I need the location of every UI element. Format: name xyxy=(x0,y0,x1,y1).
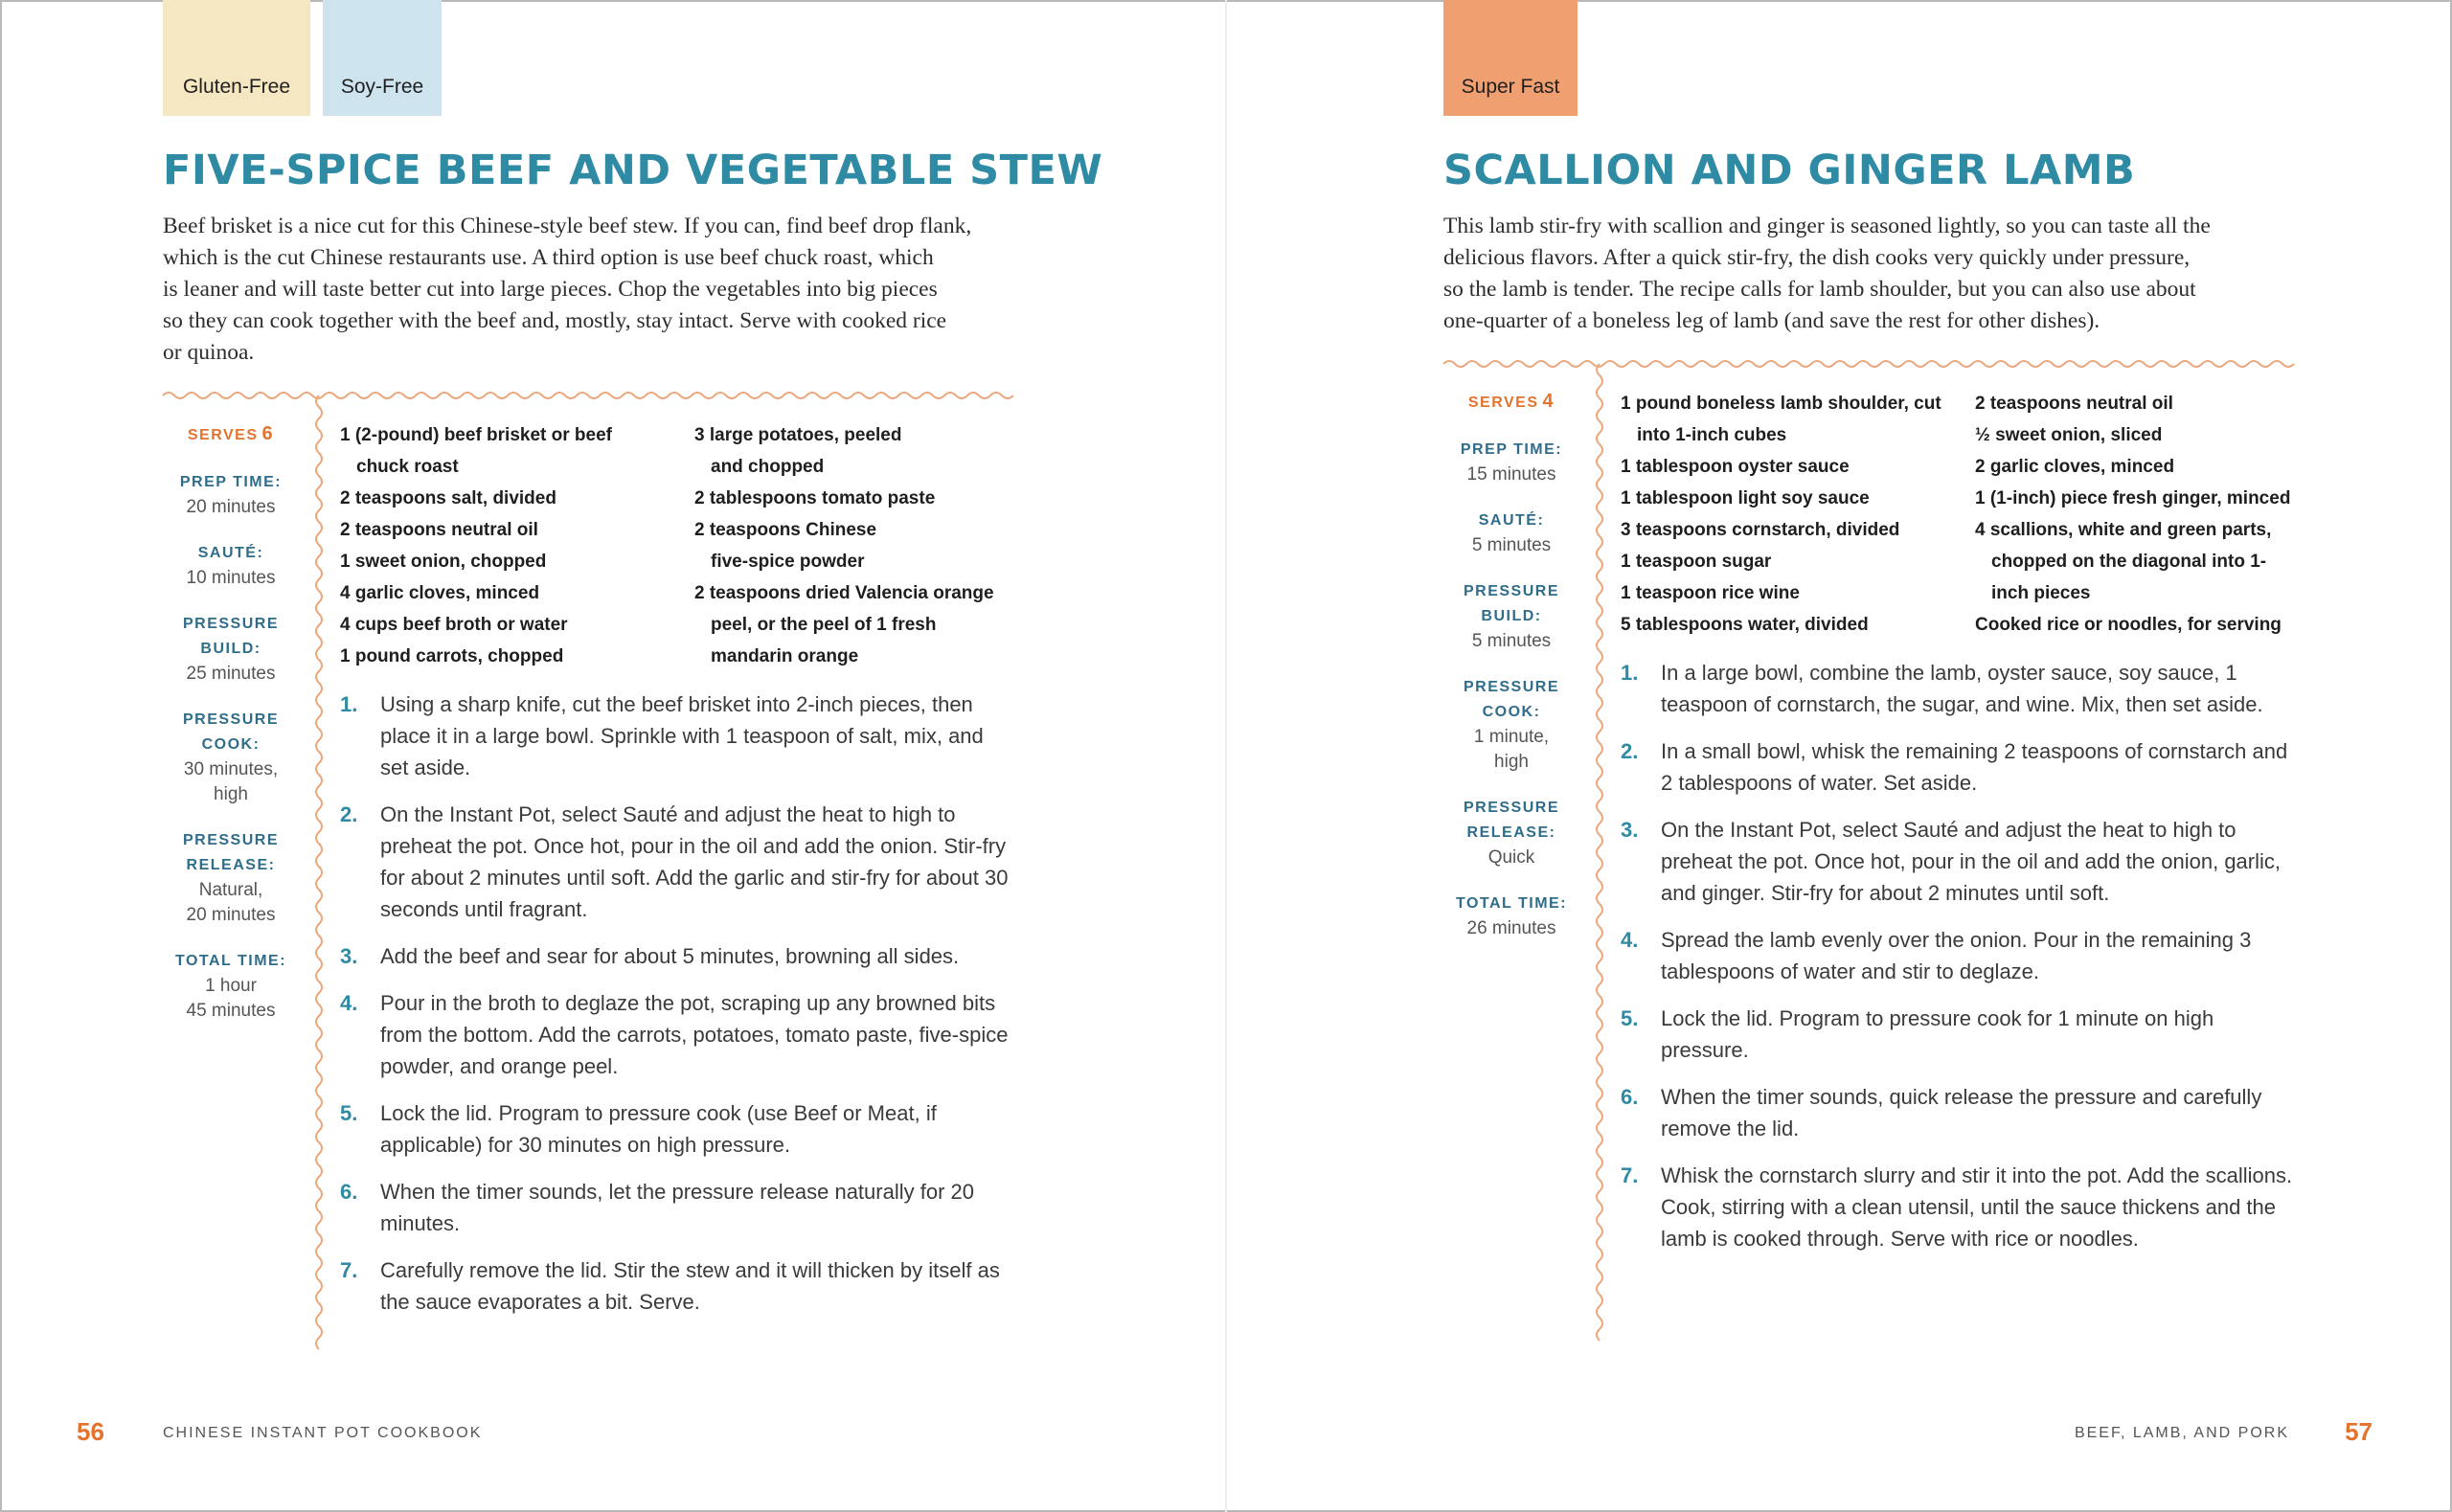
running-footer: CHINESE INSTANT POT COOKBOOK xyxy=(163,1425,483,1441)
info-value: Natural, xyxy=(198,880,263,900)
step-number: 6. xyxy=(340,1180,358,1204)
ingredient-item: 3 teaspoons cornstarch, divided xyxy=(1621,520,1900,540)
step-text: In a small bowl, whisk the remaining 2 teaspoons of cornstarch and 2 tablespoons of water. Set aside. xyxy=(1661,739,2288,795)
ingredient-item: 2 garlic cloves, minced xyxy=(1975,457,2175,477)
info-label: COOK: xyxy=(1482,704,1541,720)
pressure-release-info xyxy=(1443,796,1579,870)
pressure-build-info xyxy=(163,612,299,687)
page-number: 57 xyxy=(2345,1417,2373,1446)
ingredient-item: 3 large potatoes, peeled and chopped xyxy=(694,425,902,477)
info-label: TOTAL TIME: xyxy=(174,953,287,969)
info-label: PRESSURE xyxy=(1463,800,1560,816)
info-label: PREP TIME: xyxy=(1460,441,1563,458)
tag-label: Gluten-Free xyxy=(182,76,291,98)
saute-time-info xyxy=(1443,508,1579,558)
step-number: 1. xyxy=(1621,661,1639,685)
step-number: 6. xyxy=(1621,1085,1639,1109)
ingredient-item: 1 tablespoon light soy sauce xyxy=(1621,488,1870,508)
intro-line: is leaner and will taste better cut into large pieces. Chop the vegetables into big pieces xyxy=(163,277,938,302)
pressure-release-info xyxy=(163,828,299,928)
wave-path xyxy=(1443,361,2294,367)
step-number: 7. xyxy=(340,1258,358,1282)
ingredient-item: 1 teaspoon rice wine xyxy=(1621,583,1800,603)
ingredient-item: 1 (2-pound) beef brisket or beef chuck roast xyxy=(340,425,612,477)
step-text: Whisk the cornstarch slurry and stir it into the pot. Add the scallions. Cook, stirring with a clean utensil, until the sauce thickens and the lamb is cooked through. Serve with rice or noodles. xyxy=(1661,1163,2293,1251)
step-item xyxy=(1621,1081,2301,1144)
tag-soy-free xyxy=(323,0,442,116)
step-item xyxy=(1621,657,2301,720)
step-text: Spread the lamb evenly over the onion. Pour in the remaining 3 tablespoons of water and stir to deglaze. xyxy=(1661,928,2252,983)
intro-line: which is the cut Chinese restaurants use. A third option is use beef chuck roast, which xyxy=(163,245,934,270)
info-label: SAUTÉ: xyxy=(1478,512,1545,529)
serves-info xyxy=(163,423,299,445)
step-number: 5. xyxy=(1621,1006,1639,1030)
step-item xyxy=(340,1176,1010,1239)
recipe-info-sidebar xyxy=(163,423,299,1045)
intro-line: one-quarter of a boneless leg of lamb (and save the rest for other dishes). xyxy=(1443,308,2100,333)
info-label: TOTAL TIME: xyxy=(1455,895,1568,912)
ingredient-item: 2 teaspoons Chinese five-spice powder xyxy=(694,520,877,572)
wave-path xyxy=(316,395,322,1349)
info-label: BUILD: xyxy=(1481,608,1542,624)
serves-label: SERVES xyxy=(187,427,259,443)
ingredient-item: 1 tablespoon oyster sauce xyxy=(1621,457,1850,477)
step-text: When the timer sounds, quick release the pressure and carefully remove the lid. xyxy=(1661,1085,2262,1140)
intro-line: so the lamb is tender. The recipe calls for lamb shoulder, but you can also use about xyxy=(1443,277,2196,302)
tag-super-fast xyxy=(1443,0,1578,116)
ingredients-column-2 xyxy=(694,419,1020,672)
info-label: RELEASE: xyxy=(186,857,276,873)
info-value: 1 minute, xyxy=(1473,727,1550,747)
step-number: 7. xyxy=(1621,1163,1639,1187)
step-text: When the timer sounds, let the pressure release naturally for 20 minutes. xyxy=(380,1180,974,1235)
wave-path xyxy=(1597,364,1602,1341)
step-text: Using a sharp knife, cut the beef brisket into 2-inch pieces, then place it in a large bowl. Sprinkle with 1 teaspoon of salt, mix, and set aside. xyxy=(380,692,984,779)
wave-path xyxy=(163,393,1013,398)
ingredient-item: 5 tablespoons water, divided xyxy=(1621,615,1869,635)
step-item xyxy=(1621,814,2301,909)
step-number: 2. xyxy=(340,802,358,826)
total-time-info xyxy=(163,949,299,1024)
ingredient-item: 4 scallions, white and green parts, chopped on the diagonal into 1-inch pieces xyxy=(1975,520,2272,603)
step-text: On the Instant Pot, select Sauté and adjust the heat to high to preheat the pot. Once hot, pour in the oil and add the onion. Stir-fry for about 2 minutes until soft. Add the garlic and stir-fry for about 30 seconds until fragrant. xyxy=(380,802,1009,921)
info-label: RELEASE: xyxy=(1466,824,1556,841)
tag-label: Super Fast xyxy=(1461,76,1560,98)
recipe-title: FIVE-SPICE BEEF AND VEGETABLE STEW xyxy=(163,147,1103,194)
step-number: 1. xyxy=(340,692,358,716)
info-value: 10 minutes xyxy=(186,568,276,588)
wavy-divider-vertical xyxy=(312,395,326,1339)
info-value: high xyxy=(214,784,248,804)
ingredient-item: 1 pound boneless lamb shoulder, cut into 1-inch cubes xyxy=(1621,394,1941,445)
step-item xyxy=(340,940,1010,972)
book-spine xyxy=(1225,0,1227,1512)
serves-info xyxy=(1443,391,1579,413)
recipe-title: SCALLION AND GINGER LAMB xyxy=(1443,147,2136,194)
saute-time-info xyxy=(163,541,299,591)
instruction-steps xyxy=(1621,657,2301,1270)
ingredient-item: 2 teaspoons neutral oil xyxy=(340,520,538,540)
serves-value: 4 xyxy=(1542,391,1555,412)
info-value: 45 minutes xyxy=(186,1001,276,1021)
ingredient-item: 2 teaspoons dried Valencia orange peel, or the peel of 1 fresh mandarin orange xyxy=(694,583,994,666)
ingredient-item: 1 sweet onion, chopped xyxy=(340,552,547,572)
step-text: In a large bowl, combine the lamb, oyster sauce, soy sauce, 1 teaspoon of cornstarch, the sugar, and wine. Mix, then set aside. xyxy=(1661,661,2263,716)
ingredients-column-2 xyxy=(1975,388,2301,641)
wavy-divider-vertical xyxy=(1593,364,1606,1339)
step-item xyxy=(340,987,1010,1082)
step-number: 4. xyxy=(1621,928,1639,952)
info-value: high xyxy=(1494,752,1529,772)
step-number: 5. xyxy=(340,1101,358,1125)
step-item xyxy=(1621,924,2301,987)
intro-line: or quinoa. xyxy=(163,340,255,365)
step-item xyxy=(1621,1003,2301,1066)
serves-label: SERVES xyxy=(1467,395,1539,411)
recipe-intro xyxy=(1443,211,2305,337)
running-footer: BEEF, LAMB, AND PORK xyxy=(2074,1425,2289,1441)
info-value: 20 minutes xyxy=(186,905,276,925)
info-label: PREP TIME: xyxy=(179,474,283,490)
recipe-info-sidebar xyxy=(1443,391,1579,962)
info-value: 25 minutes xyxy=(186,664,276,684)
step-text: Add the beef and sear for about 5 minutes, browning all sides. xyxy=(380,944,960,968)
pressure-cook-info xyxy=(1443,675,1579,775)
step-text: Carefully remove the lid. Stir the stew and it will thicken by itself as the sauce evaporates a bit. Serve. xyxy=(380,1258,1000,1314)
ingredient-item: Cooked rice or noodles, for serving xyxy=(1975,615,2282,635)
step-text: Pour in the broth to deglaze the pot, scraping up any browned bits from the bottom. Add the carrots, potatoes, tomato paste, five-spice powder, and orange peel. xyxy=(380,991,1009,1078)
info-label: PRESSURE xyxy=(1463,583,1560,599)
step-number: 4. xyxy=(340,991,358,1015)
tag-label: Soy-Free xyxy=(340,76,424,98)
ingredient-item: 2 teaspoons salt, divided xyxy=(340,488,556,508)
prep-time-info xyxy=(1443,438,1579,487)
ingredients-column-1 xyxy=(340,419,685,672)
pressure-build-info xyxy=(1443,579,1579,654)
step-item xyxy=(340,1097,1010,1161)
intro-line: delicious flavors. After a quick stir-fry, the dish cooks very quickly under pressure, xyxy=(1443,245,2191,270)
step-text: Lock the lid. Program to pressure cook for 1 minute on high pressure. xyxy=(1661,1006,2214,1062)
recipe-intro xyxy=(163,211,1025,369)
total-time-info xyxy=(1443,891,1579,941)
info-label: COOK: xyxy=(201,736,261,753)
pressure-cook-info xyxy=(163,708,299,807)
step-number: 3. xyxy=(340,944,358,968)
prep-time-info xyxy=(163,470,299,520)
step-text: Lock the lid. Program to pressure cook (use Beef or Meat, if applicable) for 30 minutes on high pressure. xyxy=(380,1101,937,1157)
step-item xyxy=(1621,1160,2301,1254)
intro-line: This lamb stir-fry with scallion and ginger is seasoned lightly, so you can taste all the xyxy=(1443,214,2211,238)
step-text: On the Instant Pot, select Sauté and adjust the heat to high to preheat the pot. Once hot, pour in the oil and add the onion, garlic, and ginger. Stir-fry for about 2 minutes until soft. xyxy=(1661,818,2282,905)
info-label: SAUTÉ: xyxy=(197,545,264,561)
info-value: 5 minutes xyxy=(1471,631,1552,651)
serves-value: 6 xyxy=(261,423,275,444)
wavy-divider-horizontal xyxy=(163,389,1010,402)
info-value: Quick xyxy=(1487,847,1535,868)
instruction-steps xyxy=(340,688,1010,1333)
info-label: BUILD: xyxy=(200,641,261,657)
info-label: PRESSURE xyxy=(182,832,280,848)
ingredient-item: 1 pound carrots, chopped xyxy=(340,646,564,666)
ingredient-item: 4 cups beef broth or water xyxy=(340,615,568,635)
step-item xyxy=(340,1254,1010,1318)
step-item xyxy=(340,688,1010,783)
info-label: PRESSURE xyxy=(1463,679,1560,695)
ingredient-item: 1 (1-inch) piece fresh ginger, minced xyxy=(1975,488,2291,508)
ingredient-item: 2 tablespoons tomato paste xyxy=(694,488,936,508)
info-value: 30 minutes, xyxy=(183,759,279,779)
tag-gluten-free xyxy=(163,0,310,116)
page-number: 56 xyxy=(77,1417,104,1446)
info-value: 15 minutes xyxy=(1466,464,1556,485)
step-number: 2. xyxy=(1621,739,1639,763)
intro-line: so they can cook together with the beef and, mostly, stay intact. Serve with cooked rice xyxy=(163,308,947,333)
ingredient-item: 1 teaspoon sugar xyxy=(1621,552,1772,572)
info-label: PRESSURE xyxy=(182,711,280,728)
ingredient-item: 2 teaspoons neutral oil xyxy=(1975,394,2173,414)
step-number: 3. xyxy=(1621,818,1639,842)
info-value: 5 minutes xyxy=(1471,535,1552,555)
step-item xyxy=(340,799,1010,925)
info-value: 26 minutes xyxy=(1466,918,1556,938)
ingredient-item: ½ sweet onion, sliced xyxy=(1975,425,2163,445)
ingredient-item: 4 garlic cloves, minced xyxy=(340,583,540,603)
info-value: 20 minutes xyxy=(186,497,276,517)
wavy-divider-horizontal xyxy=(1443,357,2291,371)
intro-line: Beef brisket is a nice cut for this Chinese-style beef stew. If you can, find beef drop flank, xyxy=(163,214,972,238)
ingredients-column-1 xyxy=(1621,388,1965,641)
step-item xyxy=(1621,735,2301,799)
info-value: 1 hour xyxy=(205,976,257,996)
info-label: PRESSURE xyxy=(182,616,280,632)
